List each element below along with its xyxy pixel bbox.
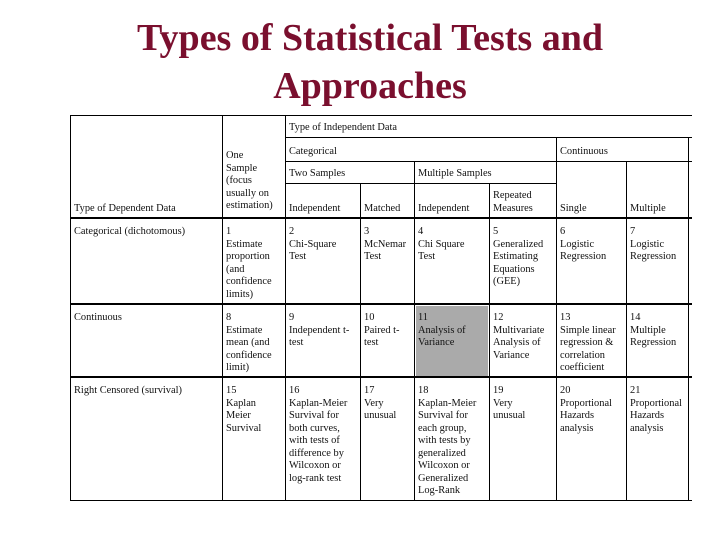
divider-h6: [70, 376, 692, 378]
table-cell: 5 Generalized Estimating Equations (GEE): [493, 226, 544, 287]
divider-v4: [414, 161, 415, 501]
table-cell: 18 Kaplan-Meier Survival for each group, with tests by generalized Wilcoxon or Generalized Log-Rank: [418, 385, 477, 496]
header-one-sample: One Sample (focus usually on estimation): [226, 150, 273, 211]
table-border-bottom: [70, 500, 692, 501]
divider-v1: [222, 115, 223, 501]
table-cell: 20 Proportional Hazards analysis: [560, 385, 612, 434]
title-line-1: Types of Statistical Tests and: [137, 17, 603, 59]
table-cell: 15 Kaplan Meier Survival: [226, 385, 262, 434]
divider-h5: [70, 303, 692, 305]
header-independent-1: Independent: [289, 203, 341, 214]
divider-h2: [285, 161, 692, 162]
divider-v2: [285, 115, 286, 501]
divider-h4: [70, 217, 692, 219]
table-cell: 16 Kaplan-Meier Survival for both curves, with tests of difference by Wilcoxon or log-rank test: [289, 385, 348, 484]
divider-v8: [688, 137, 689, 501]
divider-h1: [285, 137, 692, 138]
table-border-left: [70, 115, 71, 501]
header-categorical: Categorical: [289, 146, 337, 157]
header-type-dependent: Type of Dependent Data: [74, 203, 176, 214]
divider-h3: [285, 183, 556, 184]
divider-v3: [360, 183, 361, 501]
title-line-2: Approaches: [273, 65, 467, 107]
table-cell: 3 McNemar Test: [364, 226, 407, 262]
table-cell: 6 Logistic Regression: [560, 226, 607, 262]
table-cell: 12 Multivariate Analysis of Variance: [493, 312, 545, 361]
header-single: Single: [560, 203, 587, 214]
row-label-right-censored: Right Censored (survival): [74, 385, 182, 396]
table-cell: 13 Simple linear regression & correlation coefficient: [560, 312, 616, 373]
row-label-categorical: Categorical (dichotomous): [74, 226, 186, 237]
header-multiple: Multiple: [630, 203, 666, 214]
header-matched: Matched: [364, 203, 401, 214]
table-cell: 1 Estimate proportion (and confidence limits): [226, 226, 272, 300]
table-cell: 2 Chi-Square Test: [289, 226, 337, 262]
row-label-continuous: Continuous: [74, 312, 122, 323]
table-cell: 17 Very unusual: [364, 385, 397, 421]
table-cell: 21 Proportional Hazards analysis: [630, 385, 682, 434]
header-independent-2: Independent: [418, 203, 470, 214]
table-cell: 10 Paired t- test: [364, 312, 400, 348]
table-cell-highlighted: 11 Analysis of Variance: [418, 312, 466, 348]
table-cell: 19 Very unusual: [493, 385, 526, 421]
table-cell: 7 Logistic Regression: [630, 226, 677, 262]
header-type-independent: Type of Independent Data: [289, 122, 398, 133]
divider-v5: [489, 183, 490, 501]
header-multiple-samples: Multiple Samples: [418, 168, 492, 179]
header-two-samples: Two Samples: [289, 168, 346, 179]
table-border-top: [70, 115, 692, 116]
divider-v6: [556, 137, 557, 501]
header-continuous: Continuous: [560, 146, 608, 157]
table-cell: 8 Estimate mean (and confidence limit): [226, 312, 272, 373]
table-cell: 4 Chi Square Test: [418, 226, 465, 262]
table-cell: 14 Multiple Regression: [630, 312, 677, 348]
divider-v7: [626, 161, 627, 501]
header-repeated-measures: Repeated Measures: [493, 190, 533, 214]
table-cell: 9 Independent t- test: [289, 312, 350, 348]
